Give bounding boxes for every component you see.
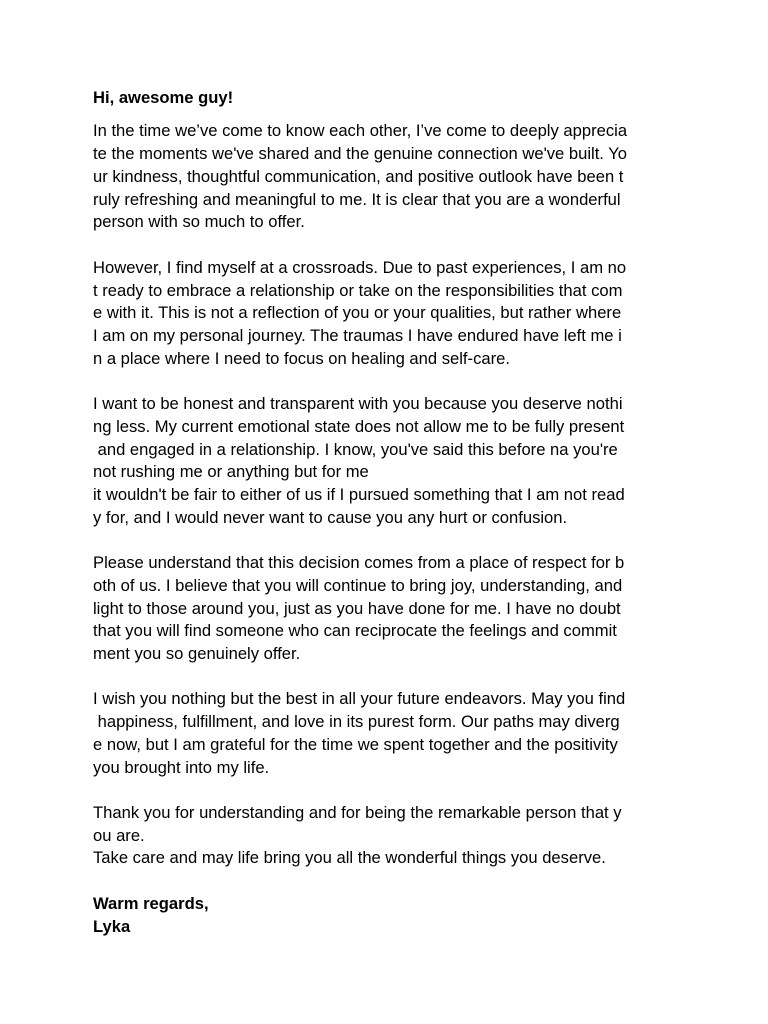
paragraph-line: However, I find myself at a crossroads. Due to past experiences, I am no xyxy=(93,258,627,277)
paragraph-line: Thank you for understanding and for being the remarkable person that y xyxy=(93,803,622,822)
paragraph-line: ment you so genuinely offer. xyxy=(93,644,301,663)
paragraph-line: happiness, fulfillment, and love in its purest form. Our paths may diverg xyxy=(93,712,620,731)
paragraph-line: and engaged in a relationship. I know, you've said this before na you're xyxy=(93,440,618,459)
paragraph-line: you brought into my life. xyxy=(93,758,270,777)
paragraph-line: ruly refreshing and meaningful to me. It is clear that you are a wonderful xyxy=(93,190,621,209)
paragraph-line: that you will find someone who can reciprocate the feelings and commit xyxy=(93,621,617,640)
paragraph-line: Please understand that this decision comes from a place of respect for b xyxy=(93,553,625,572)
letter-closing: Warm regards, xyxy=(93,894,209,913)
paragraph-line: I wish you nothing but the best in all your future endeavors. May you find xyxy=(93,689,626,708)
paragraph-line: e now, but I am grateful for the time we spent together and the positivity xyxy=(93,735,618,754)
paragraph-line: ur kindness, thoughtful communication, and positive outlook have been t xyxy=(93,167,624,186)
paragraph-line: e with it. This is not a reflection of you or your qualities, but rather where xyxy=(93,303,622,322)
paragraph-line: ou are. xyxy=(93,826,145,845)
paragraph-line: y for, and I would never want to cause you any hurt or confusion. xyxy=(93,508,568,527)
paragraph-line: person with so much to offer. xyxy=(93,212,305,231)
paragraph-line: I am on my personal journey. The traumas I have endured have left me i xyxy=(93,326,622,345)
paragraph-line: te the moments we've shared and the genuine connection we've built. Yo xyxy=(93,144,628,163)
paragraph-line: ng less. My current emotional state does not allow me to be fully present xyxy=(93,417,625,436)
paragraph-line: In the time we’ve come to know each other, I’ve come to deeply apprecia xyxy=(93,121,628,140)
paragraph-line: oth of us. I believe that you will continue to bring joy, understanding, and xyxy=(93,576,623,595)
paragraph-line: Take care and may life bring you all the wonderful things you deserve. xyxy=(93,848,606,867)
letter-signature: Lyka xyxy=(93,917,131,936)
paragraph-line: n a place where I need to focus on healing and self-care. xyxy=(93,349,510,368)
paragraph-line: t ready to embrace a relationship or take on the responsibilities that com xyxy=(93,281,623,300)
paragraph-line: not rushing me or anything but for me xyxy=(93,462,369,481)
paragraph-line: it wouldn't be fair to either of us if I pursued something that I am not read xyxy=(93,485,625,504)
letter-greeting: Hi, awesome guy! xyxy=(93,88,234,107)
paragraph-line: I want to be honest and transparent with you because you deserve nothi xyxy=(93,394,623,413)
paragraph-line: light to those around you, just as you have done for me. I have no doubt xyxy=(93,599,621,618)
